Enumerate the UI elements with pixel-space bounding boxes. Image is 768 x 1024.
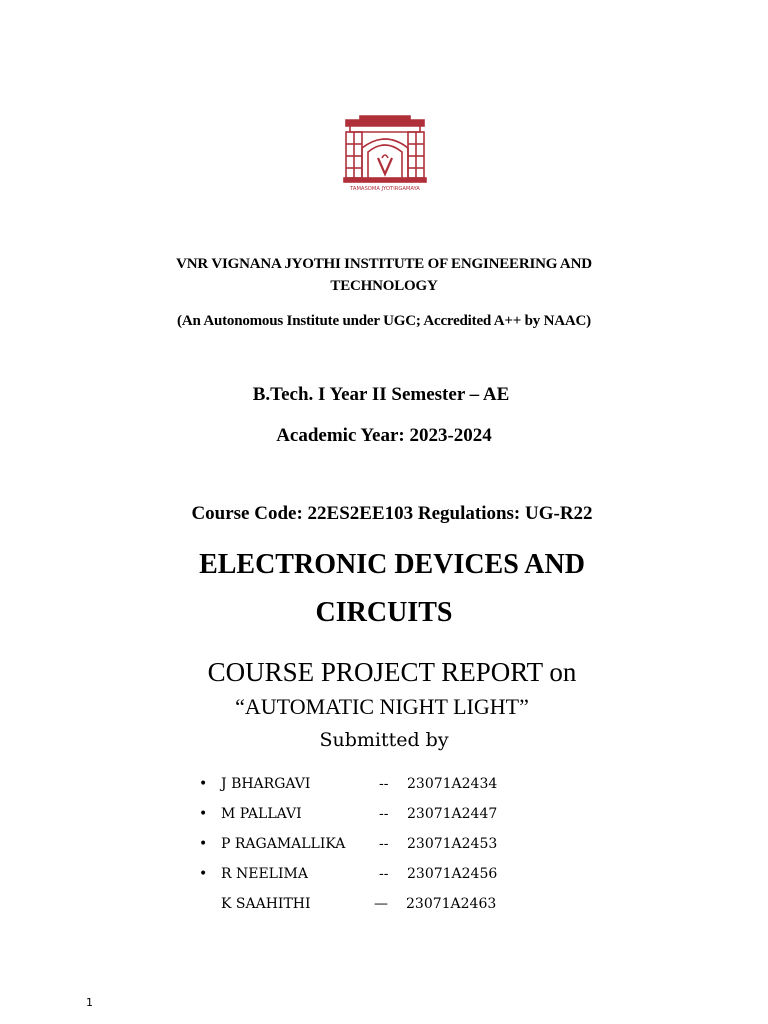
separator: -- [379,866,389,882]
bullet: • [199,776,208,792]
member-name: P RAGAMALLIKA [221,836,346,852]
report-heading: COURSE PROJECT REPORT on [207,657,577,687]
roll-number: 23071A2463 [406,896,497,912]
separator: -- [379,776,389,792]
member-name: K SAAHITHI [221,896,311,912]
institute-name-line1: VNR VIGNANA JYOTHI INSTITUTE OF ENGINEERING AND [176,256,592,272]
course-code: Course Code: 22ES2EE103 Regulations: UG-R22 [191,503,593,524]
list-item [199,836,559,856]
member-name: J BHARGAVI [221,776,311,792]
separator: -- [379,836,389,852]
separator: -- [379,806,389,822]
roll-number: 23071A2453 [407,836,498,852]
roll-number: 23071A2447 [407,806,498,822]
bullet: • [199,806,208,822]
logo-motto: TAMASOMA JYOTIRGAMAYA [350,186,420,192]
institute-accreditation: (An Autonomous Institute under UGC; Accredited A++ by NAAC) [177,313,591,329]
page-number: 1 [86,996,93,1009]
institute-name-line2: TECHNOLOGY [330,278,438,294]
list-item [199,896,559,916]
roll-number: 23071A2434 [407,776,498,792]
roll-number: 23071A2456 [407,866,498,882]
project-title: “AUTOMATIC NIGHT LIGHT” [235,694,529,719]
academic-year: Academic Year: 2023-2024 [276,425,492,446]
member-name: M PALLAVI [221,806,302,822]
course-title-line2: CIRCUITS [315,597,453,628]
list-item [199,866,559,886]
bullet: • [199,866,208,882]
institute-logo [340,114,430,192]
program-line: B.Tech. I Year II Semester – AE [252,384,510,405]
bullet: • [199,836,208,852]
course-title-line1: ELECTRONIC DEVICES AND [199,549,585,580]
list-item [199,776,559,796]
separator: — [374,896,388,912]
list-item [199,806,559,826]
submitted-by-label: Submitted by [319,729,449,751]
member-name: R NEELIMA [221,866,308,882]
